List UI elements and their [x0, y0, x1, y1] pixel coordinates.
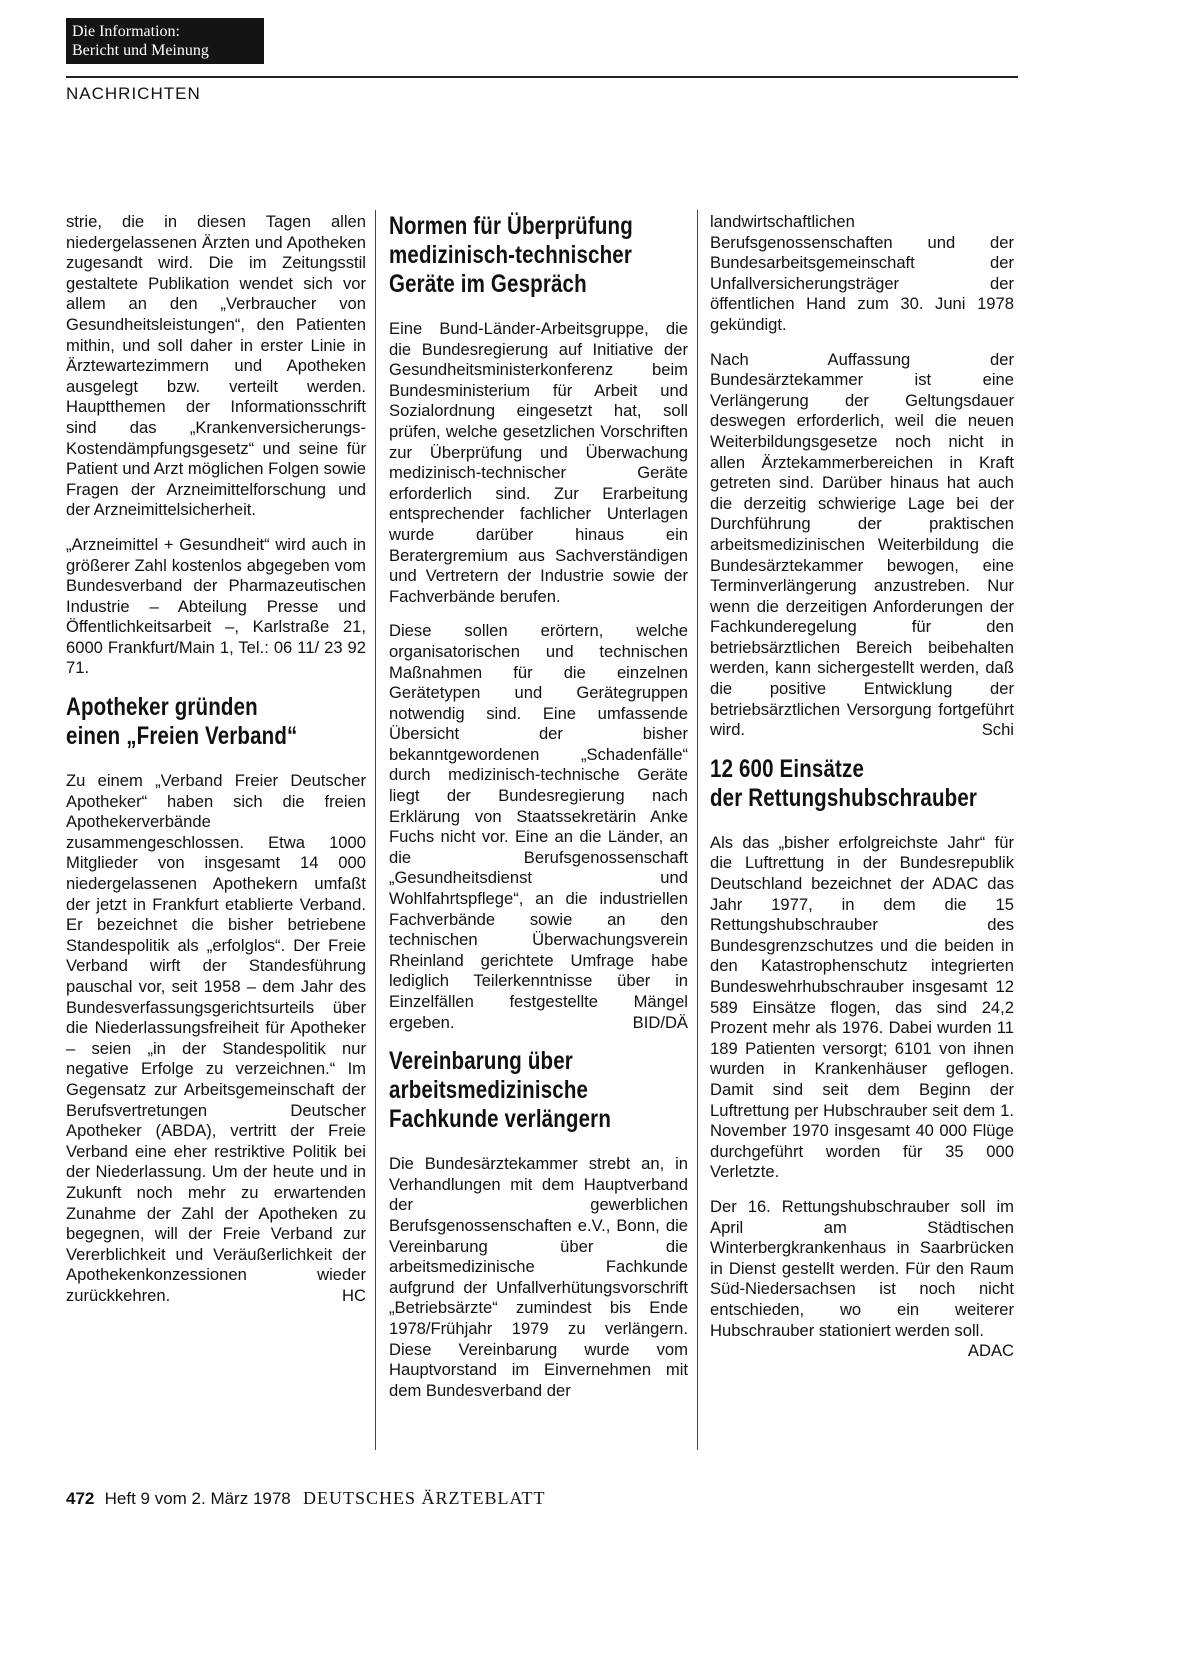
paragraph: landwirtschaftlichen Berufsgenossenschaften und der Bundesarbeitsgemeinschaft der Unfallversicherungsträger der öffentlichen Hand zum 30. Juni 1978 gekündigt. — [710, 212, 1014, 334]
article-headline — [710, 755, 1014, 813]
article-headline — [389, 212, 688, 299]
page-footer — [66, 1488, 546, 1509]
badge-line-1: Die Information: — [72, 23, 180, 40]
paragraph: Eine Bund-Länder-Arbeitsgruppe, die die Bundesregierung auf Initiative der Gesundheitsministerkonferenz beim Bundesministerium für Arbeit und Sozialordnung eingesetzt hat, soll prüfen, welche gesetzlichen Vorschriften zur Überprüfung und Überwachung medizinisch-technischer Geräte erforderlich sind. Zur Erarbeitung entsprechender fachlicher Unterlagen wurde darüber hinaus ein Beratergremium aus Sachverständigen und Vertretern der Industrie sowie der Fachverbände berufen. — [389, 319, 688, 606]
author-signature: HC — [342, 1285, 366, 1305]
article-headline — [389, 1047, 688, 1134]
headline-line: Normen für Überprüfung — [389, 212, 633, 240]
badge-line-2: Bericht und Meinung — [72, 42, 209, 59]
section-label: NACHRICHTEN — [66, 84, 201, 103]
author-signature: Schi — [981, 720, 1014, 740]
magazine-title: DEUTSCHES ÄRZTEBLATT — [303, 1488, 546, 1508]
headline-line: Apotheker gründen — [66, 693, 258, 722]
paragraph — [389, 621, 688, 1033]
paragraph — [710, 1196, 1014, 1361]
column-divider — [375, 210, 376, 1450]
column-2 — [389, 212, 688, 1401]
headline-line: einen „Freien Verband“ — [66, 722, 298, 751]
headline-line: Geräte im Gespräch — [389, 270, 587, 298]
paragraph: „Arzneimittel + Gesundheit“ wird auch in größerer Zahl kostenlos abgegeben vom Bundesverband der Pharmazeutischen Industrie – Abteilung Presse und Öffentlichkeitsarbeit –, Karlstraße 21, 6000 Frankfurt/Main 1, Tel.: 06 11/ 23 92 71. — [66, 534, 366, 678]
paragraph: Als das „bisher erfolgreichste Jahr“ für die Luftrettung in der Bundesrepublik Deutschland bezeichnet der ADAC das Jahr 1977, in dem die 15 Rettungshubschrauber des Bundesgrenzschutzes und die beiden in den Katastrophenschutz integrierten Bundeswehrhubschrauber insgesamt 12 589 Einsätze flogen, das sind 24,2 Prozent mehr als 1976. Dabei wurden 11 189 Patienten versorgt; 6101 von ihnen wurden in Krankenhäuser geflogen. Damit sind seit dem Beginn der Luftrettung per Hubschrauber seit dem 1. November 1970 insgesamt 40 000 Flüge durchgeführt worden für 35 000 Verletzte. — [710, 832, 1014, 1182]
headline-line: Vereinbarung über — [389, 1047, 573, 1076]
publication-badge — [66, 18, 264, 64]
headline-line: 12 600 Einsätze — [710, 754, 865, 783]
header-rule — [66, 76, 1018, 78]
paragraph-text: Nach Auffassung der Bundesärztekammer ist eine Verlängerung der Geltungsdauer deswegen erforderlich, weil die neuen Weiterbildungsgesetze noch nicht in allen Ärztekammerbereichen in Kraft getreten sind. Darüber hinaus hat auch die derzeitig schwierige Lage bei der Durchführung der praktischen arbeitsmedizinischen Weiterbildung die Bundesärztekammer bewogen, eine Terminverlängerung anzustreben. Nur wenn die derzeitigen Anforderungen der Fachkunderegelung für den betriebsärztlichen Bereich beibehalten werden, kann sichergestellt werden, daß die positive Entwicklung der betriebsärztlichen Versorgung fortgeführt wird. — [710, 349, 1014, 740]
paragraph — [66, 771, 366, 1306]
paragraph-text: Diese sollen erörtern, welche organisatorischen und technischen Maßnahmen für die einzelnen Gerätetypen und Gerätegruppen notwendig sind. Eine umfassende Übersicht der bisher bekanntgewordenen „Schadenfälle“ durch medizinisch-technische Geräte liegt der Bundesregierung nach Erklärung von Staatssekretärin Anke Fuchs nicht vor. Eine an die Länder, an die Berufsgenossenschaft „Gesundheitsdienst und Wohlfahrtspflege“, an die industriellen Fachverbände sowie an den technischen Überwachungsverein Rheinland gerichtete Umfrage habe lediglich Teilerkenntnisse über in Einzelfällen festgestellte Mängel ergeben. — [389, 621, 688, 1032]
column-1 — [66, 212, 366, 1307]
column-divider — [697, 210, 698, 1450]
issue-info: Heft 9 vom 2. März 1978 — [104, 1489, 291, 1508]
author-signature: ADAC — [967, 1341, 1014, 1361]
headline-line: Fachkunde verlängern — [389, 1105, 612, 1134]
column-3 — [710, 212, 1014, 1362]
paragraph: strie, die in diesen Tagen allen niedergelassenen Ärzten und Apotheken zugesandt wird. Die im Zeitungsstil gestaltete Publikation wendet sich vor allem an den „Verbraucher von Gesundheitsleistungen“, den Patienten mithin, und soll daher in erster Linie in Ärztewartezimmern und Apotheken ausgelegt bzw. verteilt werden. Hauptthemen der Informationsschrift sind das „Krankenversicherungs-Kostendämpfungsgesetz“ und seine für Patient und Arzt möglichen Folgen sowie Fragen der Arzneimittelforschung und der Arzneimittelsicherheit. — [66, 212, 366, 520]
paragraph-text: Zu einem „Verband Freier Deutscher Apotheker“ haben sich die freien Apothekerverbände zusammengeschlossen. Etwa 1000 Mitglieder von insgesamt 14 000 niedergelassenen Apothekern umfaßt der jetzt in Frankfurt etablierte Verband. Er bezeichnet die bisher betriebene Standespolitik als „erfolglos“. Der Freie Verband wirft der Standesführung pauschal vor, seit 1958 – dem Jahr des Bundesverfassungsgerichtsurteils über die Niederlassungsfreiheit für Apotheker – seien „in der Standespolitik nur negative Erfolge zu verzeichnen.“ Im Gegensatz zur Arbeitsgemeinschaft der Berufsvertretungen Deutscher Apotheker (ABDA), vertritt der Freie Verband eine eher restriktive Politik bei der Niederlassung. Um der heute und in Zukunft noch mehr zu erwartenden Zunahme der Zahl der Apotheken zu begegnen, will der Freie Verband zur Vererblichkeit und Veräußerlichkeit der Apothekenkonzessionen wieder zurückkehren. — [66, 771, 366, 1305]
article-headline — [66, 693, 366, 751]
headline-line: medizinisch-technischer — [389, 241, 633, 269]
paragraph — [710, 350, 1014, 741]
author-signature: BID/DÄ — [632, 1012, 688, 1032]
paragraph: Die Bundesärztekammer strebt an, in Verhandlungen mit dem Hauptverband der gewerblichen Berufsgenossenschaften e.V., Bonn, die Vereinbarung über die arbeitsmedizinische Fachkunde aufgrund der Unfallverhütungsvorschrift „Betriebsärzte“ zumindest bis Ende 1978/Frühjahr 1979 zu verlängern. Diese Vereinbarung wurde vom Hauptvorstand im Einvernehmen mit dem Bundesverband der — [389, 1154, 688, 1400]
headline-line: arbeitsmedizinische — [389, 1076, 589, 1105]
paragraph-text: Der 16. Rettungshubschrauber soll im April am Städtischen Winterbergkrankenhaus in Saarbrücken in Dienst gestellt werden. Für den Raum Süd-Niedersachsen ist noch nicht entschieden, wo ein weiterer Hubschrauber stationiert werden soll. — [710, 1196, 1014, 1340]
headline-line: der Rettungshubschrauber — [710, 783, 978, 812]
page-number: 472 — [66, 1489, 95, 1508]
